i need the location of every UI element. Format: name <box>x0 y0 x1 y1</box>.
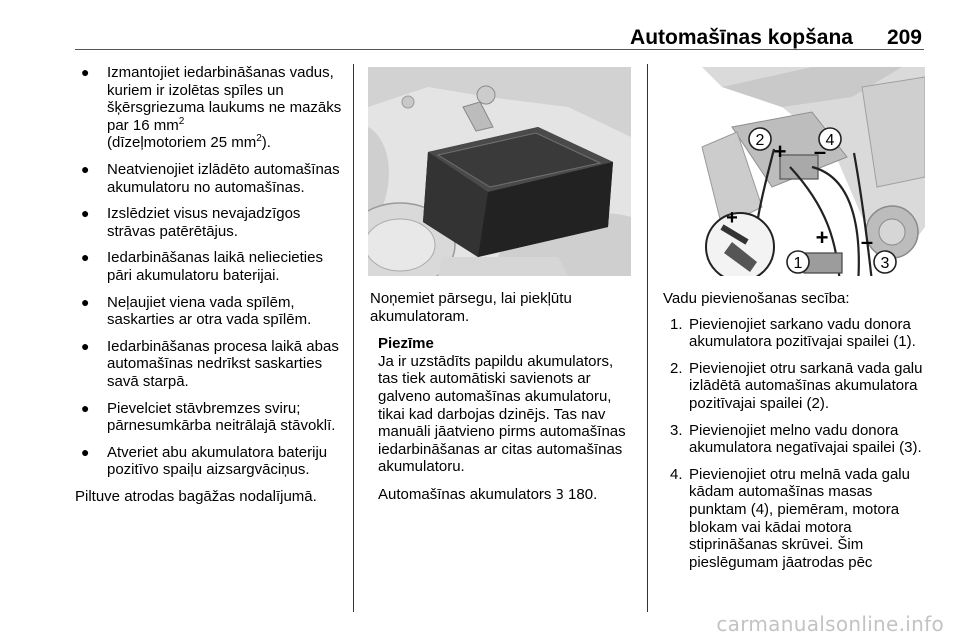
label-3: 3 <box>880 255 890 272</box>
list-item: 3. Pievienojiet melno vadu donora akumulatora negatīvajai spailei (3). <box>670 421 922 457</box>
page-reference: Automašīnas akumulators 3 180. <box>378 485 598 503</box>
list-item: ● Neļaujiet viena vada spīlēm, saskarties ar otra vada spīlēm. <box>81 293 312 329</box>
list-item: 2. Pievienojiet otru sarkanā vada galu izlādētā automašīnas akumulatora pozitīvajai spailei (2). <box>670 359 923 412</box>
list-item: 1. Pievienojiet sarkano vadu donora akumulatora pozitīvajai spailei (1). <box>670 315 916 351</box>
battery-cover-illustration <box>368 67 631 276</box>
bullet-icon: ● <box>81 399 90 416</box>
header-rule <box>75 49 924 50</box>
list-item: ● Izslēdziet visus nevajadzīgos strāvas patērētājus. <box>81 205 301 240</box>
list-item: ● Iedarbināšanas procesa laikā abas automašīnas nedrīkst saskarties savā starpā. <box>81 337 339 390</box>
label-4: 4 <box>825 132 835 149</box>
column-2 <box>370 290 635 505</box>
minus-icon: – <box>860 229 874 254</box>
plus-icon: + <box>726 207 738 229</box>
bullet-icon: ● <box>81 249 90 266</box>
label-1: 1 <box>793 255 803 272</box>
list-item: ● Neatvienojiet izlādēto automašīnas akumulatoru no automašīnas. <box>81 160 340 196</box>
list-item: 4. Pievienojiet otru melnā vada galu kādam automašīnas masas punktam (4), piemēram, motora blokam vai kādai motora stiprināšanas skrūvei. Šim pieslēgumam jāatrodas pēc <box>670 465 910 571</box>
column-3 <box>663 290 928 580</box>
connection-order-intro: Vadu pievienošanas secība: <box>663 290 850 307</box>
page-number: 209 <box>886 26 922 49</box>
connection-steps <box>663 316 928 572</box>
label-2: 2 <box>755 132 765 149</box>
plus-icon: + <box>773 139 787 164</box>
note-box <box>370 335 635 504</box>
bullet-icon: ● <box>81 64 90 80</box>
bullet-icon: ● <box>81 443 90 460</box>
column-divider-2 <box>647 64 648 612</box>
minus-icon: – <box>813 139 827 164</box>
precaution-list <box>75 64 345 479</box>
bullet-icon: ● <box>81 160 90 177</box>
note-text: Ja ir uzstādīts papildu akumulators, tas tiek automātiski savienots ar galveno automašīnas akumulatoru, tikai kad darbojas dzinējs. Tas nav manuāli jāatvieno pirms automašīnas iedarbināšanas ar citas automašīnas akumulatoru. <box>378 352 626 476</box>
battery-cover-figure <box>368 67 631 276</box>
list-item: ● Pievelciet stāvbremzes sviru; pārnesumkārba neitrālajā stāvoklī. <box>81 399 336 435</box>
bullet-icon: ● <box>81 293 90 310</box>
list-item: ● Atveriet abu akumulatora bateriju pozitīvo spaiļu aizsargvāciņus. <box>81 443 328 479</box>
plus-icon: + <box>815 225 829 250</box>
bullet-icon: ● <box>81 337 90 354</box>
reference-arrow-icon: 3 <box>555 487 564 503</box>
list-item: ● Iedarbināšanas laikā neliecieties pāri akumulatoru baterijai. <box>81 249 323 284</box>
bullet-icon: ● <box>81 205 90 222</box>
note-title: Piezīme <box>378 335 434 353</box>
watermark: carmanualsonline.info <box>716 612 944 636</box>
column-divider-1 <box>353 64 354 612</box>
column-1 <box>75 64 345 505</box>
page-title: Automašīnas kopšana <box>630 26 853 49</box>
page-header <box>600 26 922 56</box>
list-item: ● Izmantojiet iedarbināšanas vadus, kuriem ir izolētas spīles un šķērsgriezuma laukums ne mazāks par 16 $mm^2$ (dīzeļmotoriem 25 $mm^2$). <box>81 64 342 152</box>
funnel-location-text: Piltuve atrodas bagāžas nodalījumā. <box>75 487 317 505</box>
jump-start-illustration <box>662 67 925 276</box>
jump-start-figure <box>662 67 925 276</box>
figure-caption: Noņemiet pārsegu, lai piekļūtu akumulatoram. <box>370 290 572 325</box>
